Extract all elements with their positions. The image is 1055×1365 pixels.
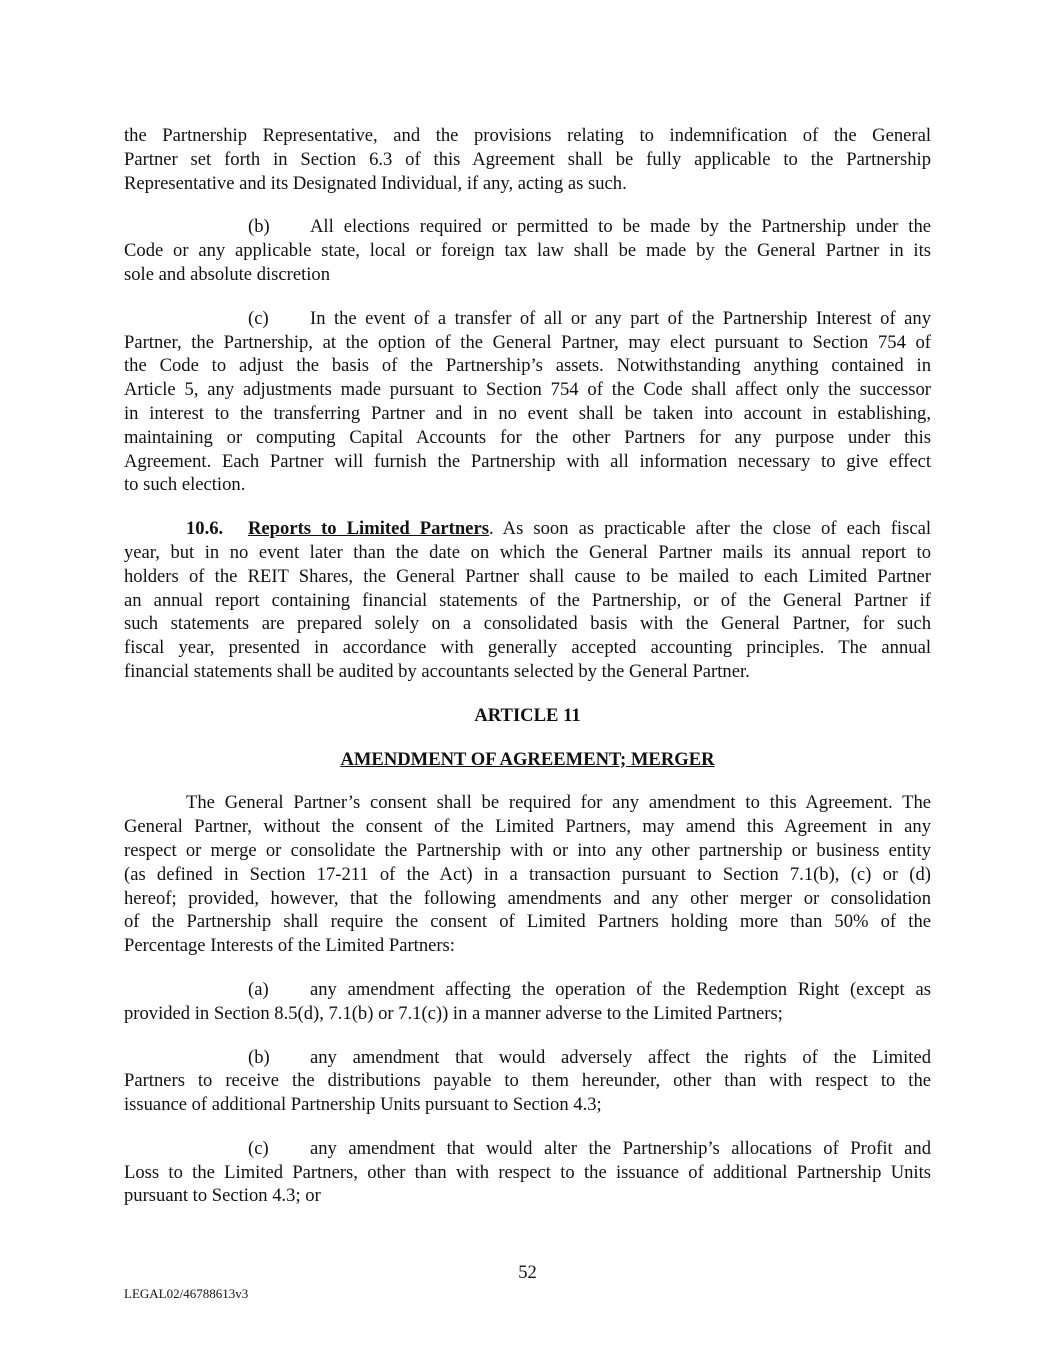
text-line: Partner set forth in Section 6.3 of this Agreement shall be fully applicable to the Partnership <box>124 148 931 170</box>
text-line: Code or any applicable state, local or foreign tax law shall be made by the General Partner in its <box>124 240 931 262</box>
paragraph-c-section-754 <box>124 307 931 497</box>
section-number: 10.6. <box>186 518 224 540</box>
text-line: any amendment affecting the operation of the Redemption Right (except as <box>310 978 931 1000</box>
amendment-item-a <box>124 978 931 1026</box>
text-line: Representative and its Designated Individual, if any, acting as such. <box>124 172 627 194</box>
document-id: LEGAL02/46788613v3 <box>124 1286 249 1301</box>
text-line: Partners to receive the distributions payable to them hereunder, other than with respect to the <box>124 1070 931 1092</box>
enum-label: (b) <box>248 1046 270 1068</box>
text-line: hereof; provided, however, that the following amendments and any other merger or consolidation <box>124 887 931 909</box>
text-line: issuance of additional Partnership Units pursuant to Section 4.3; <box>124 1094 602 1116</box>
text-line: any amendment that would adversely affect the rights of the Limited <box>310 1046 931 1068</box>
enum-label: (c) <box>248 1137 269 1159</box>
paragraph-b-tax-elections <box>124 215 931 286</box>
text-line: Agreement. Each Partner will furnish the Partnership with all information necessary to give effect <box>124 450 931 472</box>
text-line: any amendment that would alter the Partnership’s allocations of Profit and <box>310 1137 931 1159</box>
text-line: Article 5, any adjustments made pursuant to Section 754 of the Code shall affect only the successor <box>124 379 931 401</box>
document-page <box>124 124 931 1228</box>
text-line: All elections required or permitted to be made by the Partnership under the <box>310 216 931 238</box>
text-line: The General Partner’s consent shall be required for any amendment to this Agreement. The <box>186 792 931 814</box>
text-line: Percentage Interests of the Limited Partners: <box>124 935 455 957</box>
amendment-item-c <box>124 1137 931 1208</box>
text-line: respect or merge or consolidate the Partnership with or into any other partnership or business entity <box>124 839 931 861</box>
enum-label: (a) <box>248 978 269 1000</box>
continued-paragraph <box>124 124 931 195</box>
text-line: . As soon as practicable after the close of each fiscal <box>488 518 932 540</box>
text-line: pursuant to Section 4.3; or <box>124 1185 321 1207</box>
text-line: of the Partnership shall require the consent of Limited Partners holding more than 50% of the <box>124 911 931 933</box>
text-line: the Partnership Representative, and the provisions relating to indemnification of the General <box>124 125 931 146</box>
article-subtitle: AMENDMENT OF AGREEMENT; MERGER <box>340 748 715 770</box>
text-line: sole and absolute discretion <box>124 263 331 285</box>
text-line: such statements are prepared solely on a consolidated basis with the General Partner, for such <box>124 613 931 635</box>
text-line: financial statements shall be audited by accountants selected by the General Partner. <box>124 660 750 682</box>
text-line: holders of the REIT Shares, the General Partner shall cause to be mailed to each Limited Partner <box>124 565 931 587</box>
text-line: in interest to the transferring Partner and in no event shall be taken into account in establishing, <box>124 402 931 424</box>
page-number: 52 <box>518 1262 537 1283</box>
enum-label: (b) <box>248 216 270 238</box>
text-line: maintaining or computing Capital Accounts for the other Partners for any purpose under this <box>124 426 931 448</box>
article-title: ARTICLE 11 <box>474 704 581 726</box>
section-10-6 <box>124 517 931 684</box>
text-line: Partner, the Partnership, at the option of the General Partner, may elect pursuant to Section 754 of <box>124 331 931 353</box>
enum-label: (c) <box>248 307 269 329</box>
section-heading: Reports to Limited Partners <box>248 518 489 540</box>
text-line: an annual report containing financial statements of the Partnership, or of the General Partner if <box>124 589 931 611</box>
text-line: Loss to the Limited Partners, other than with respect to the issuance of additional Partnership Units <box>124 1161 931 1183</box>
text-line: In the event of a transfer of all or any part of the Partnership Interest of any <box>310 307 931 329</box>
text-line: the Code to adjust the basis of the Partnership’s assets. Notwithstanding anything contained in <box>124 355 931 377</box>
text-line: (as defined in Section 17-211 of the Act) in a transaction pursuant to Section 7.1(b), (c) or (d) <box>124 863 931 885</box>
article-intro <box>124 791 931 958</box>
text-line: General Partner, without the consent of the Limited Partners, may amend this Agreement in any <box>124 816 931 838</box>
text-line: provided in Section 8.5(d), 7.1(b) or 7.1(c)) in a manner adverse to the Limited Partners; <box>124 1002 783 1024</box>
text-line: to such election. <box>124 474 246 496</box>
text-line: fiscal year, presented in accordance with generally accepted accounting principles. The annual <box>124 637 931 659</box>
text-line: year, but in no event later than the date on which the General Partner mails its annual report to <box>124 541 931 563</box>
amendment-item-b <box>124 1046 931 1117</box>
